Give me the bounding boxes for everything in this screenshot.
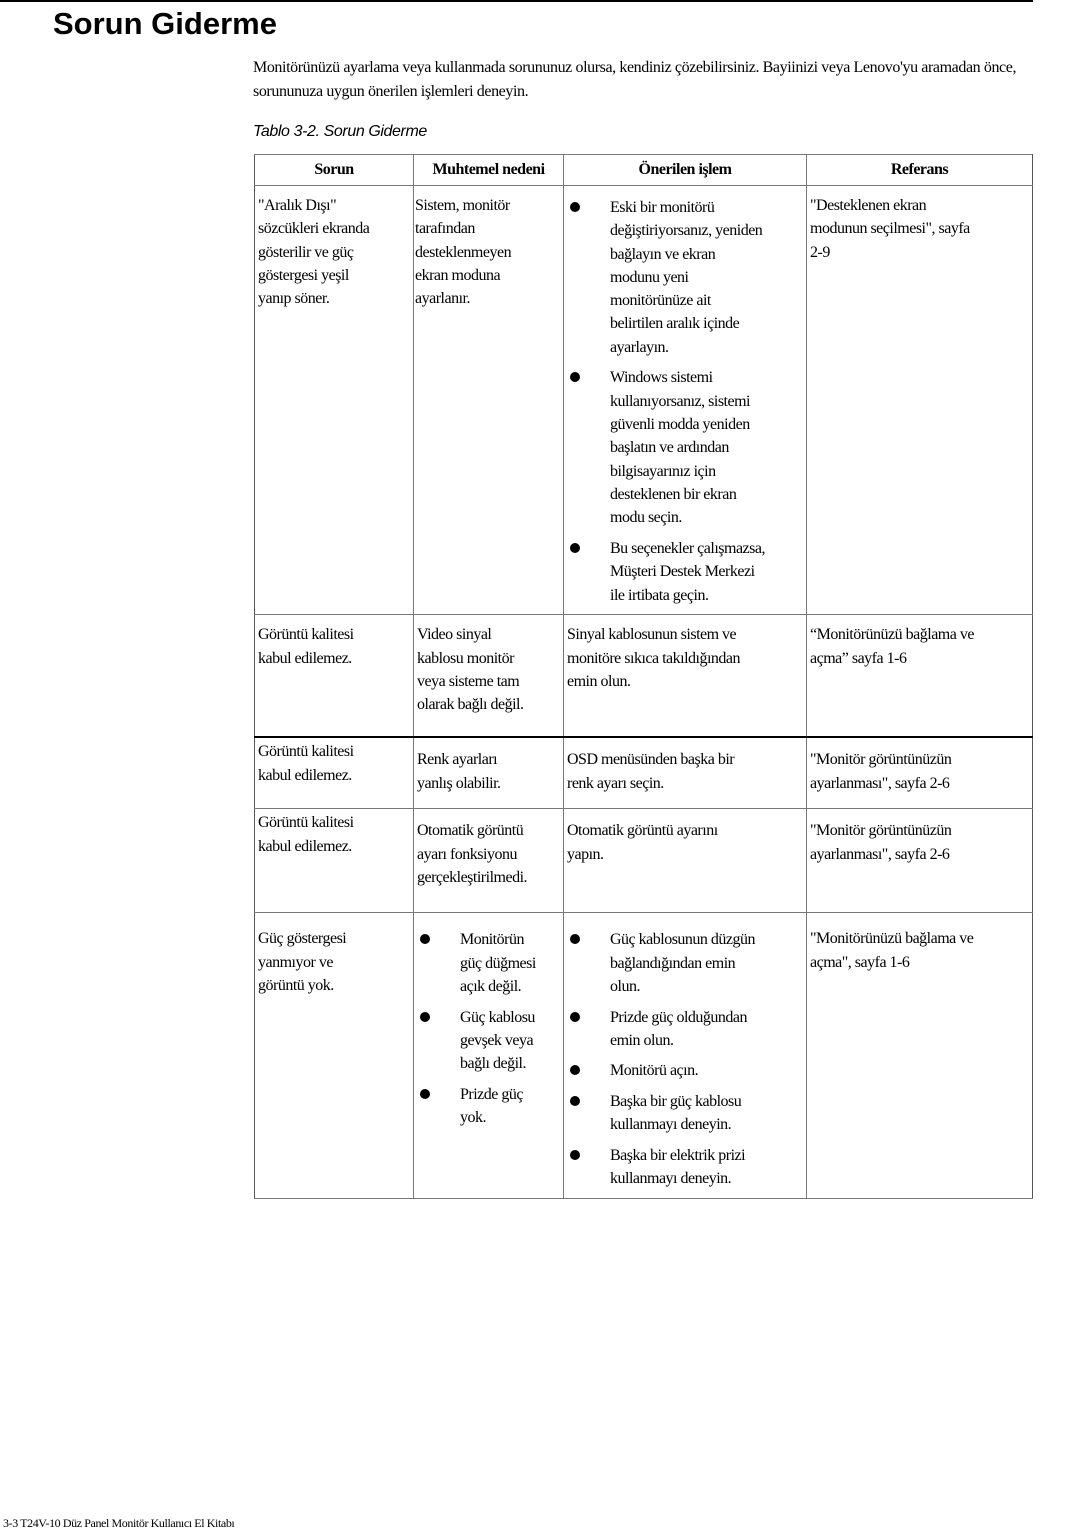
cause-cell: Sistem, monitör tarafından desteklenmeyen ekran moduna ayarlanır. bbox=[415, 197, 512, 308]
problem-cell: Görüntü kalitesi kabul edilemez. bbox=[258, 743, 354, 784]
top-rule bbox=[0, 0, 1033, 2]
page-footer: 3-3 T24V-10 Düz Panel Monitör Kullanıcı El Kitabı bbox=[3, 1516, 235, 1530]
troubleshooting-table bbox=[254, 154, 1033, 1199]
bullet-icon bbox=[420, 1012, 430, 1022]
cause-text: Prizde güç yok. bbox=[460, 1085, 523, 1127]
list-item bbox=[564, 1059, 802, 1082]
bullet-icon bbox=[570, 934, 580, 944]
table-row bbox=[255, 913, 1033, 1199]
bullet-icon bbox=[570, 372, 580, 382]
cause-cell: Renk ayarları yanlış olabilir. bbox=[417, 751, 501, 792]
header-cause: Muhtemel nedeni bbox=[414, 155, 564, 186]
bullet-icon bbox=[570, 543, 580, 553]
action-text: Bu seçenekler çalışmazsa, Müşteri Destek Merkezi ile irtibata geçin. bbox=[610, 539, 765, 604]
table-row bbox=[255, 186, 1033, 615]
action-list bbox=[564, 186, 806, 607]
list-item bbox=[414, 1083, 559, 1130]
bullet-icon bbox=[570, 1065, 580, 1075]
action-cell: Otomatik görüntü ayarını yapın. bbox=[567, 822, 718, 863]
page-title: Sorun Giderme bbox=[53, 6, 277, 41]
header-action: Önerilen işlem bbox=[564, 155, 807, 186]
cause-cell: Otomatik görüntü ayarı fonksiyonu gerçekleştirilmedi. bbox=[417, 822, 528, 886]
action-text: Windows sistemi kullanıyorsanız, sistemi güvenli modda yeniden başlatın ve ardından bilgisayarınız için desteklenen bir ekran modu seçin. bbox=[610, 369, 750, 527]
action-list bbox=[564, 913, 806, 1191]
cause-text: Monitörün güç düğmesi açık değil. bbox=[460, 931, 536, 995]
bullet-icon bbox=[570, 1150, 580, 1160]
table-row bbox=[255, 809, 1033, 913]
action-text: Monitörü açın. bbox=[610, 1062, 699, 1080]
bullet-icon bbox=[420, 934, 430, 944]
action-text: Başka bir elektrik prizi kullanmayı deneyin. bbox=[610, 1147, 746, 1188]
reference-cell: "Desteklenen ekran modunun seçilmesi", sayfa 2-9 bbox=[810, 197, 970, 261]
cause-text: Güç kablosu gevşek veya bağlı değil. bbox=[460, 1008, 535, 1073]
list-item bbox=[564, 196, 802, 359]
bullet-icon bbox=[570, 1012, 580, 1022]
table-header-row bbox=[255, 155, 1033, 186]
intro-paragraph: Monitörünüzü ayarlama veya kullanmada sorununuz olursa, kendiniz çözebilirsiniz. Bayiinizi veya Lenovo'yu aramadan önce, sorununuza uygun önerilen işlemleri deneyin. bbox=[253, 59, 1017, 100]
table-row bbox=[255, 615, 1033, 738]
reference-cell: "Monitör görüntünüzün ayarlanması", sayfa 2-6 bbox=[810, 751, 952, 792]
list-item bbox=[414, 1006, 559, 1076]
problem-cell: Görüntü kalitesi kabul edilemez. bbox=[258, 626, 354, 667]
reference-cell: “Monitörünüzü bağlama ve açma” sayfa 1-6 bbox=[810, 626, 974, 667]
problem-cell: "Aralık Dışı" sözcükleri ekranda gösterilir ve güç göstergesi yeşil yanıp söner. bbox=[258, 197, 370, 308]
action-text: Eski bir monitörü değiştiriyorsanız, yeniden bağlayın ve ekran modunu yeni monitörünüze ait belirtilen aralık içinde ayarlayın. bbox=[610, 199, 763, 356]
table-row bbox=[255, 737, 1033, 809]
action-text: Güç kablosunun düzgün bağlandığından emin olun. bbox=[610, 931, 756, 995]
bullet-icon bbox=[570, 202, 580, 212]
list-item bbox=[564, 537, 802, 607]
list-item bbox=[564, 1090, 802, 1137]
list-item bbox=[414, 928, 559, 998]
bullet-icon bbox=[420, 1089, 430, 1099]
cause-cell: Video sinyal kablosu monitör veya sisteme tam olarak bağlı değil. bbox=[417, 626, 524, 714]
list-item bbox=[564, 928, 802, 998]
bullet-icon bbox=[570, 1096, 580, 1106]
reference-cell: "Monitörünüzü bağlama ve açma", sayfa 1-6 bbox=[810, 930, 974, 971]
problem-cell: Görüntü kalitesi kabul edilemez. bbox=[258, 814, 354, 855]
cause-list bbox=[414, 913, 563, 1129]
table-caption: Tablo 3-2. Sorun Giderme bbox=[253, 123, 427, 140]
list-item bbox=[564, 1144, 802, 1191]
list-item bbox=[564, 1006, 802, 1053]
action-text: Prizde güç olduğundan emin olun. bbox=[610, 1008, 748, 1049]
action-text: Başka bir güç kablosu kullanmayı deneyin. bbox=[610, 1093, 742, 1134]
header-reference: Referans bbox=[807, 155, 1033, 186]
action-cell: Sinyal kablosunun sistem ve monitöre sıkıca takıldığından emin olun. bbox=[567, 626, 741, 690]
header-problem: Sorun bbox=[255, 155, 414, 186]
reference-cell: "Monitör görüntünüzün ayarlanması", sayfa 2-6 bbox=[810, 822, 952, 863]
list-item bbox=[564, 366, 802, 529]
problem-cell: Güç göstergesi yanmıyor ve görüntü yok. bbox=[258, 930, 347, 994]
action-cell: OSD menüsünden başka bir renk ayarı seçin. bbox=[567, 751, 735, 792]
